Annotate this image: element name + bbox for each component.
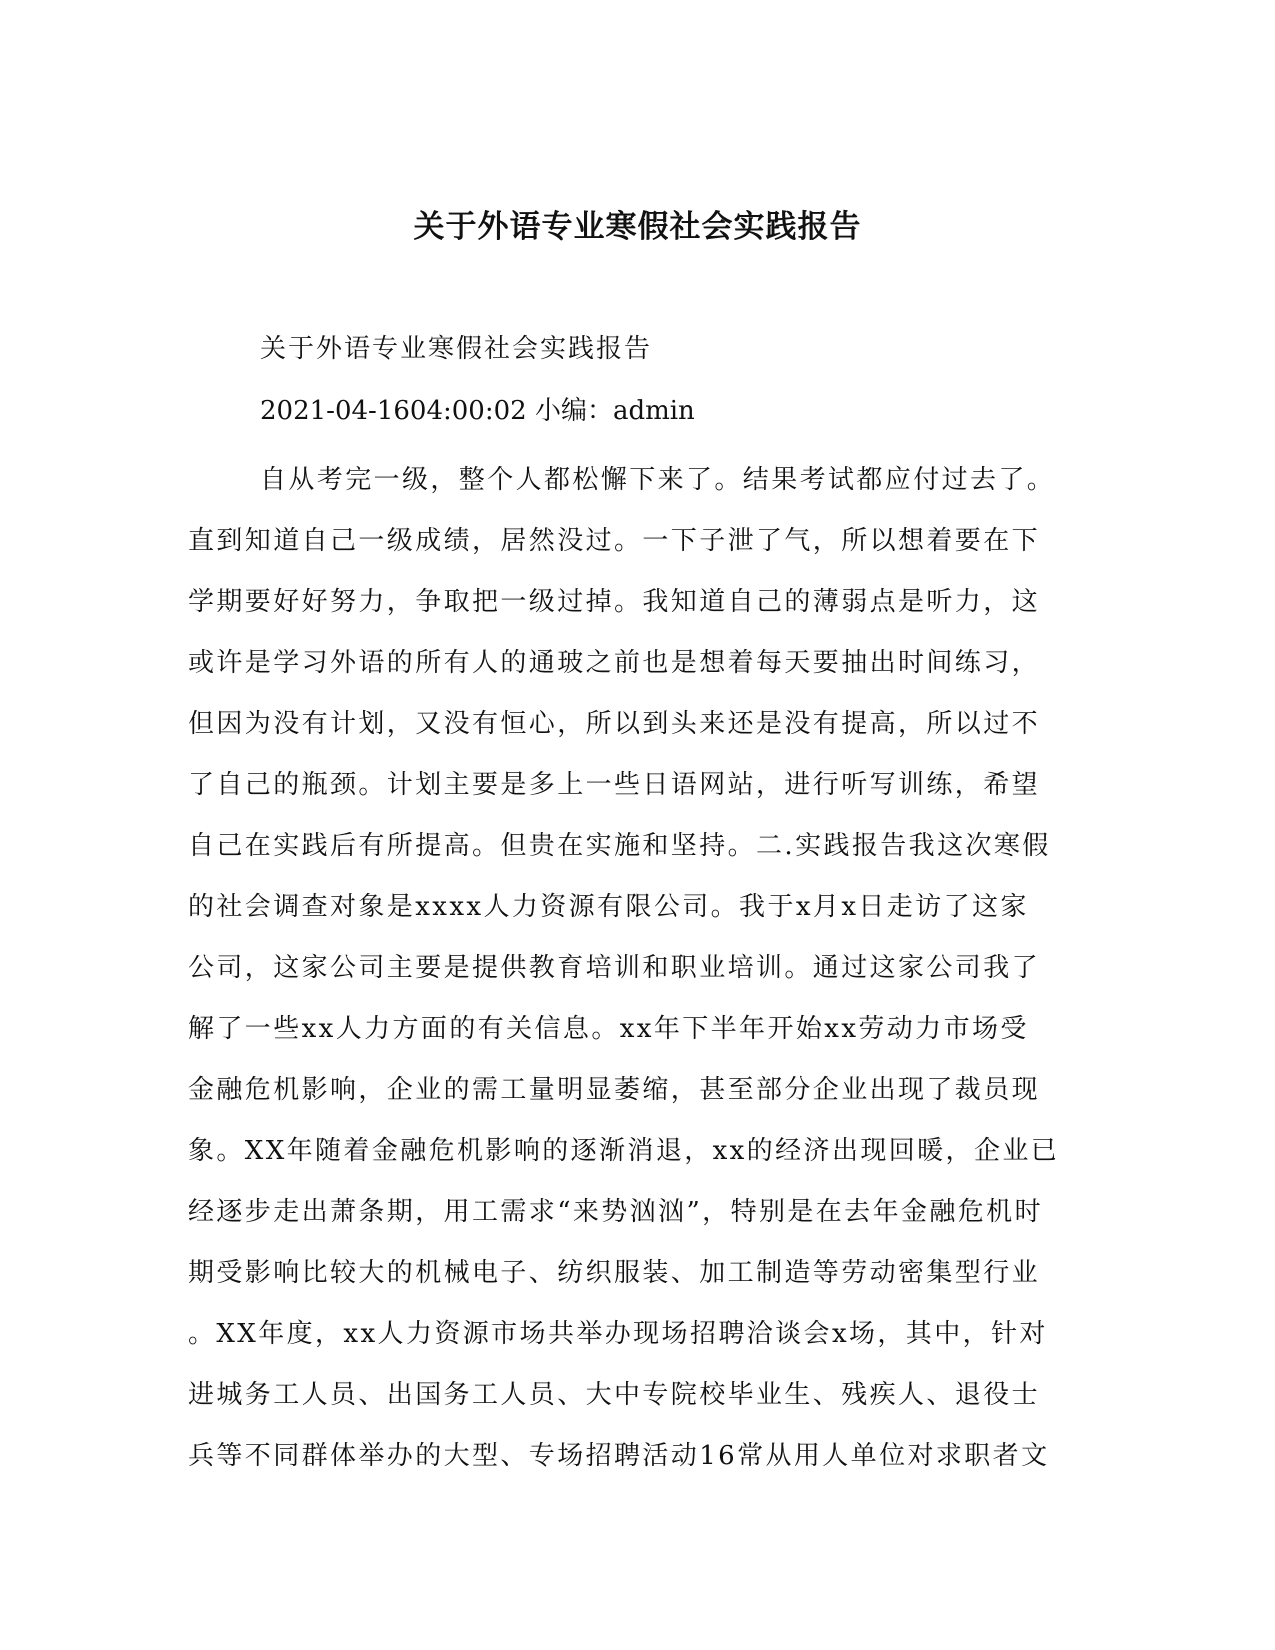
body-line: 解了一些xx人力方面的有关信息。xx年下半年开始xx劳动力市场受 — [188, 1014, 1029, 1044]
body-line: 了自己的瓶颈。计划主要是多上一些日语网站，进行听写训练，希望 — [188, 770, 1041, 800]
body-line: 经逐步走出萧条期，用工需求“来势汹汹”，特别是在去年金融危机时 — [188, 1197, 1043, 1227]
body-line: 但因为没有计划，又没有恒心，所以到头来还是没有提高，所以过不 — [188, 709, 1041, 739]
date-author-line: 2021-04-1604:00:02 小编：admin — [260, 396, 695, 426]
body-line: 。XX年度，xx人力资源市场共举办现场招聘洽谈会x场，其中，针对 — [188, 1319, 1048, 1349]
body-line: 公司，这家公司主要是提供教育培训和职业培训。通过这家公司我了 — [188, 953, 1041, 983]
body-line: 象。XX年随着金融危机影响的逐渐消退，xx的经济出现回暖，企业已 — [188, 1136, 1060, 1166]
body-line: 学期要好好努力，争取把一级过掉。我知道自己的薄弱点是听力，这 — [188, 587, 1041, 617]
body-line: 金融危机影响，企业的需工量明显萎缩，甚至部分企业出现了裁员现 — [188, 1075, 1041, 1105]
body-text — [188, 450, 1078, 1487]
body-line: 的社会调查对象是xxxx人力资源有限公司。我于x月x日走访了这家 — [188, 892, 1029, 922]
body-line: 进城务工人员、出国务工人员、大中专院校毕业生、残疾人、退役士 — [188, 1380, 1041, 1410]
document-subtitle: 关于外语专业寒假社会实践报告 — [260, 334, 653, 364]
body-line: 期受影响比较大的机械电子、纺织服装、加工制造等劳动密集型行业 — [188, 1258, 1041, 1288]
body-line: 兵等不同群体举办的大型、专场招聘活动16常从用人单位对求职者文 — [188, 1441, 1050, 1471]
document-title: 关于外语专业寒假社会实践报告 — [413, 209, 862, 245]
body-line: 自从考完一级，整个人都松懈下来了。结果考试都应付过去了。 — [260, 465, 1056, 495]
body-line: 或许是学习外语的所有人的通玻之前也是想着每天要抽出时间练习， — [188, 648, 1041, 678]
body-line: 自己在实践后有所提高。但贵在实施和坚持。二.实践报告我这次寒假 — [188, 831, 1051, 861]
body-line: 直到知道自己一级成绩，居然没过。一下子泄了气，所以想着要在下 — [188, 526, 1041, 556]
